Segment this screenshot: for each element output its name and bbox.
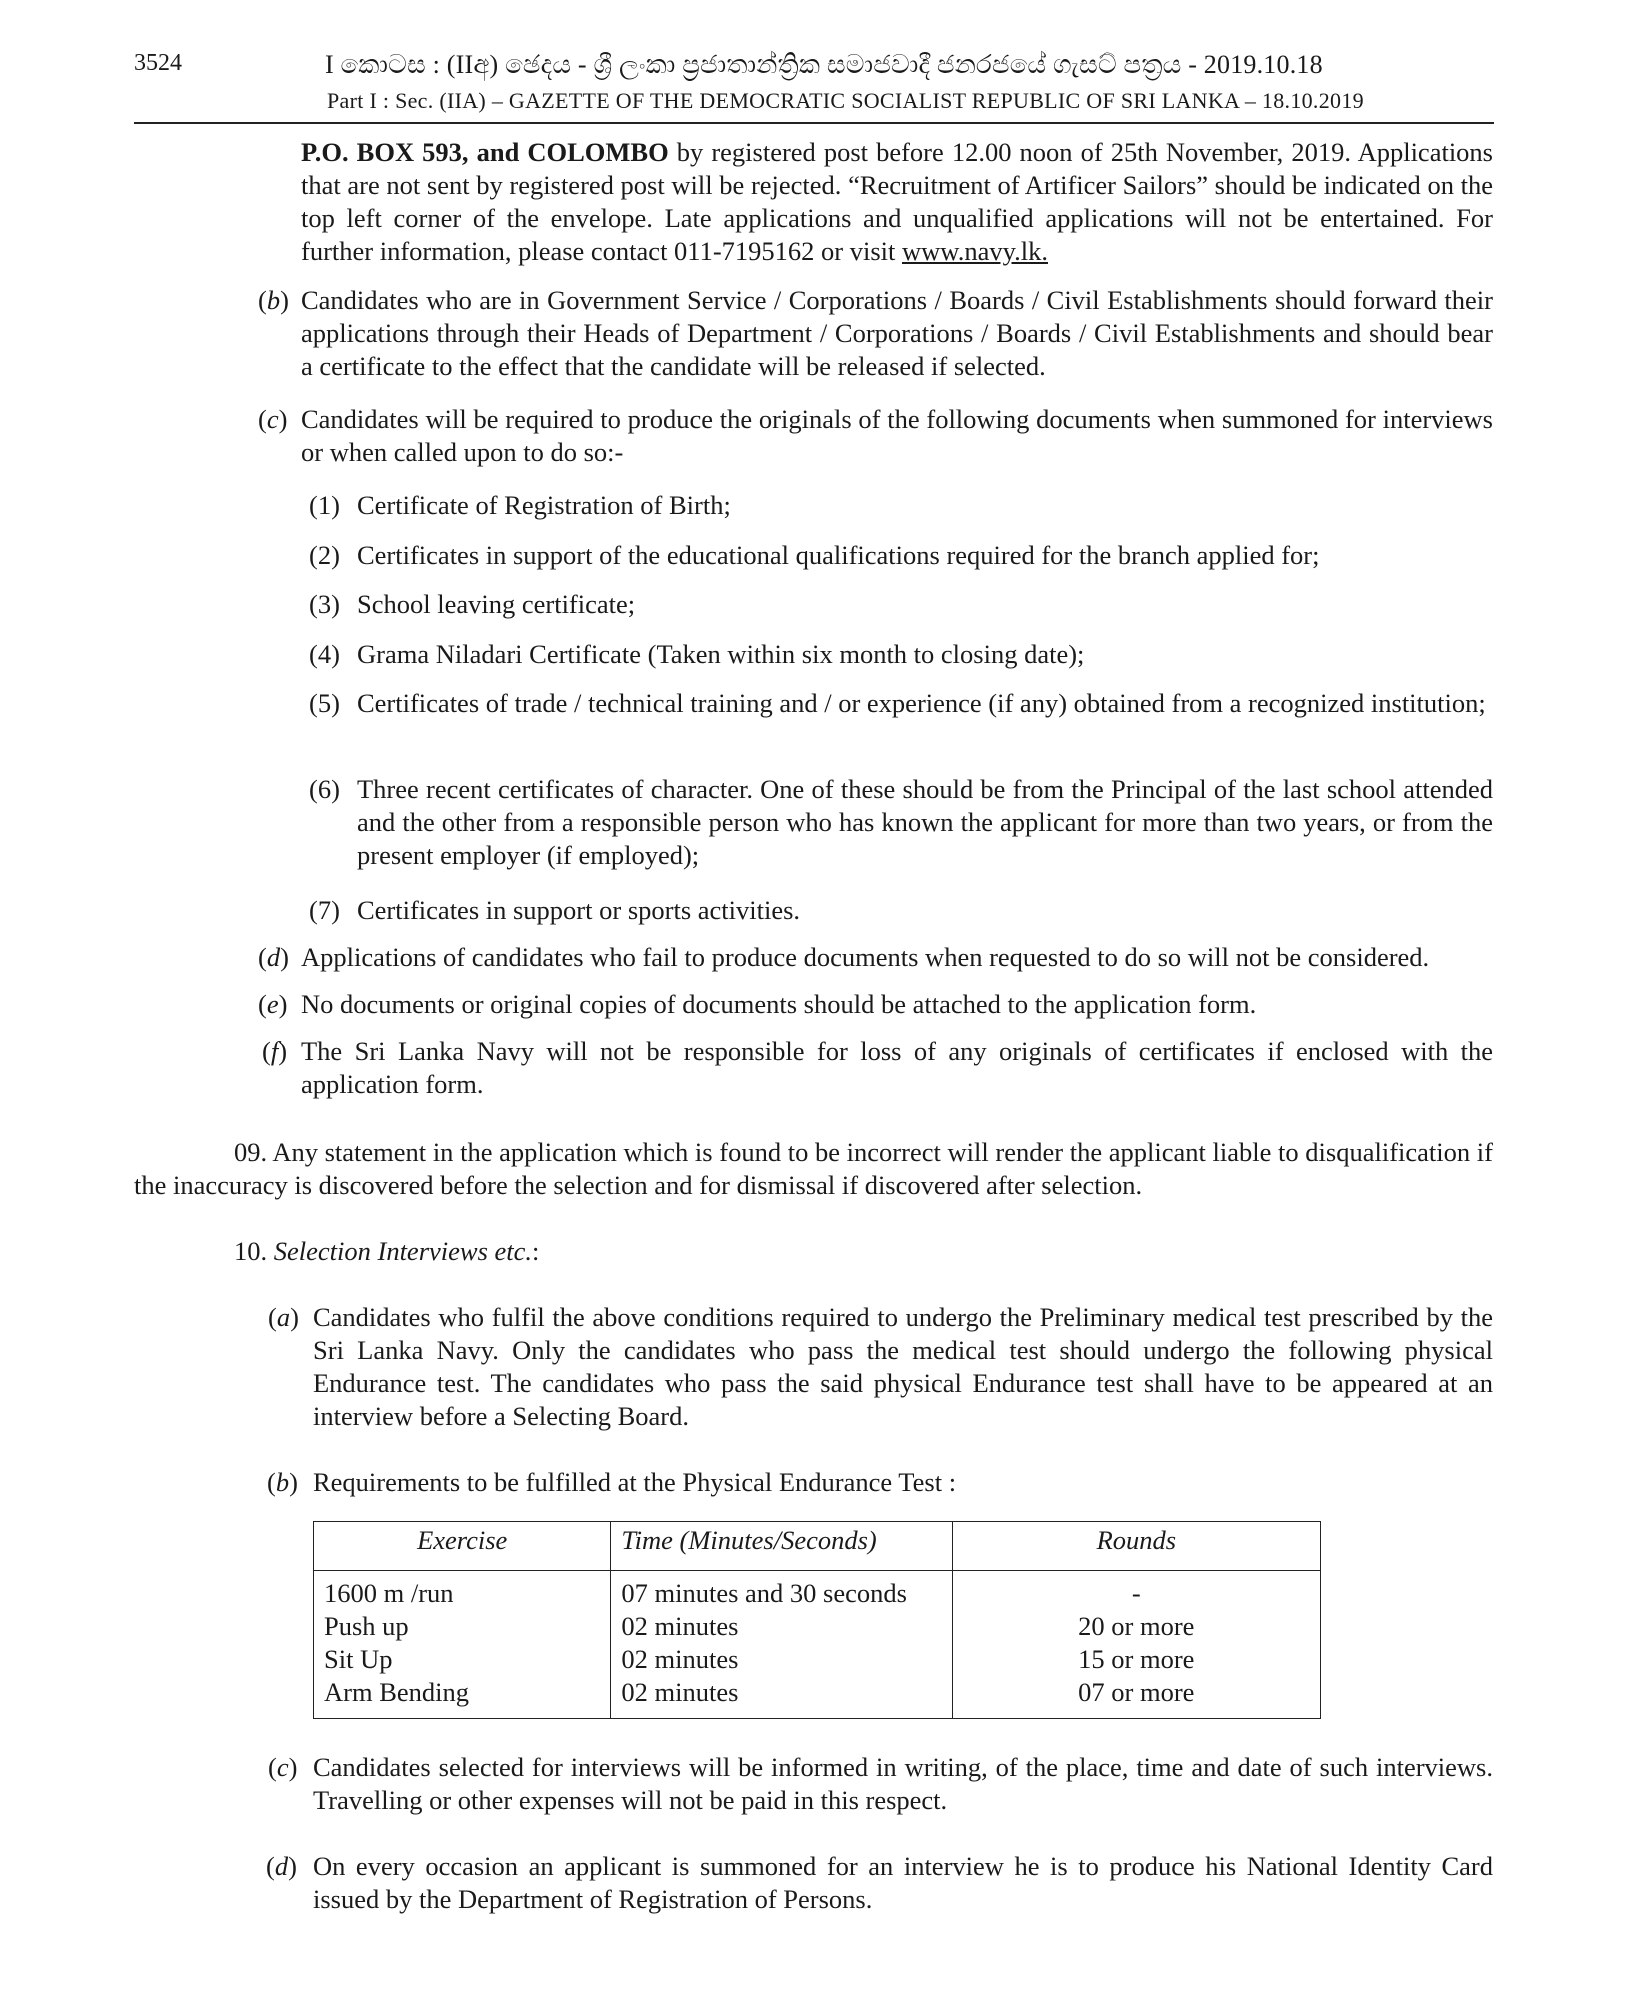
doc-2-text: Certificates in support of the educational qualifications required for the branch applied for; <box>357 540 1320 570</box>
doc-1-number: (1) <box>309 490 340 520</box>
doc-4-text: Grama Niladari Certificate (Taken within six month to closing date); <box>357 639 1085 669</box>
table-cell: Arm Bending <box>324 1677 469 1707</box>
item-e-text: No documents or original copies of documents should be attached to the application form. <box>301 989 1257 1019</box>
table-cell: 02 minutes <box>621 1611 739 1641</box>
doc-3-number: (3) <box>309 589 340 619</box>
table-cell: 15 or more <box>1078 1644 1195 1674</box>
exercise-column <box>314 1571 611 1719</box>
item-10c-text: Candidates selected for interviews will be informed in writing, of the place, time and date of such interviews. Travelling or other expenses will not be paid in this respect. <box>313 1752 1493 1815</box>
item-10a-label: (a) <box>268 1302 299 1332</box>
item-d-text: Applications of candidates who fail to produce documents when requested to do so will not be considered. <box>301 942 1430 972</box>
doc-6-number: (6) <box>309 774 340 804</box>
doc-6-text: Three recent certificates of character. One of these should be from the Principal of the last school attended and the other from a responsible person who has known the applicant for more than two years, or from the present employer (if employed); <box>357 774 1493 870</box>
item-c-text: Candidates will be required to produce the originals of the following documents when summoned for interviews or when called upon to do so:- <box>301 404 1493 467</box>
section-10-heading: 10. Selection Interviews etc.: <box>234 1236 540 1266</box>
table-cell: 1600 m /run <box>324 1578 454 1608</box>
item-b-label: (b) <box>258 285 289 315</box>
table-cell: 02 minutes <box>621 1644 739 1674</box>
item-f-label: (f) <box>262 1036 288 1066</box>
doc-5-number: (5) <box>309 688 340 718</box>
item-b-text: Candidates who are in Government Service / Corporations / Boards / Civil Establishments should forward their applications through their Heads of Department / Corporations / Boards / Civil Establishments and should bear a certificate to the effect that the candidate will be released if selected. <box>301 285 1493 381</box>
doc-7-text: Certificates in support or sports activities. <box>357 895 801 925</box>
column-header-rounds: Rounds <box>952 1522 1320 1571</box>
doc-4-number: (4) <box>309 639 340 669</box>
table-cell: Push up <box>324 1611 409 1641</box>
header-divider <box>134 122 1494 124</box>
item-10b-label: (b) <box>267 1467 298 1497</box>
item-10b-text: Requirements to be fulfilled at the Physical Endurance Test : <box>313 1467 957 1497</box>
intro-paragraph <box>301 136 1493 268</box>
doc-3-text: School leaving certificate; <box>357 589 636 619</box>
table-cell: Sit Up <box>324 1644 393 1674</box>
item-d-label: (d) <box>258 942 289 972</box>
header-english-title: Part I : Sec. (IIA) – GAZETTE OF THE DEMOCRATIC SOCIALIST REPUBLIC OF SRI LANKA – 18.10.2019 <box>327 88 1364 113</box>
page-number: 3524 <box>134 50 182 76</box>
table-cell: 07 or more <box>1078 1677 1195 1707</box>
table-header-row <box>314 1522 1321 1571</box>
header-sinhala-title: I කොටස : (IIඅ) ඡෙදය - ශ්‍රී ලංකා ප්‍රජාතාන්ත්‍රික සමාජවාදී ජනරජයේ ගැසට් පත්‍රය - 2019.10.18 <box>325 50 1323 79</box>
section-10-title: Selection Interviews etc. <box>273 1236 533 1266</box>
doc-2-number: (2) <box>309 540 340 570</box>
doc-7-number: (7) <box>309 895 340 925</box>
item-10d-text: On every occasion an applicant is summoned for an interview he is to produce his National Identity Card issued by the Department of Registration of Persons. <box>313 1851 1493 1914</box>
item-c-label: (c) <box>258 404 288 434</box>
item-e-label: (e) <box>258 989 288 1019</box>
table-row <box>314 1571 1321 1719</box>
navy-website-link[interactable]: www.navy.lk. <box>902 236 1048 266</box>
physical-endurance-table <box>313 1521 1321 1719</box>
item-f-text: The Sri Lanka Navy will not be responsible for loss of any originals of certificates if enclosed with the application form. <box>301 1036 1493 1099</box>
rounds-column <box>952 1571 1320 1719</box>
doc-5-text: Certificates of trade / technical training and / or experience (if any) obtained from a recognized institution; <box>357 688 1486 718</box>
table-cell: 07 minutes and 30 seconds <box>621 1578 907 1608</box>
table-cell: 20 or more <box>1078 1611 1195 1641</box>
section-9-paragraph: 09. Any statement in the application which is found to be incorrect will render the applicant liable to disqualification if the inaccuracy is discovered before the selection and for dismissal if discovered after selection. <box>134 1137 1493 1200</box>
table-cell: - <box>1131 1578 1141 1608</box>
intro-bold-address: P.O. BOX 593, and COLOMBO <box>301 137 669 167</box>
intro-text: by registered post before 12.00 noon of 25th November, 2019. Applications that are not sent by registered post will be rejected. “Recruitment of Artificer Sailors” should be indicated on the top left corner of the envelope. Late applications and unqualified applications will not be entertained. For further information, please contact 011-7195162 or visit <box>301 137 1493 266</box>
time-column <box>611 1571 952 1719</box>
table-cell: 02 minutes <box>621 1677 739 1707</box>
item-10c-label: (c) <box>268 1752 298 1782</box>
item-10a-text: Candidates who fulfil the above conditions required to undergo the Preliminary medical test prescribed by the Sri Lanka Navy. Only the candidates who pass the medical test should undergo the following physical Endurance test. The candidates who pass the said physical Endurance test shall have to be appeared at an interview before a Selecting Board. <box>313 1302 1493 1431</box>
doc-1-text: Certificate of Registration of Birth; <box>357 490 731 520</box>
column-header-exercise: Exercise <box>314 1522 611 1571</box>
column-header-time: Time (Minutes/Seconds) <box>611 1522 952 1571</box>
item-10d-label: (d) <box>266 1851 297 1881</box>
